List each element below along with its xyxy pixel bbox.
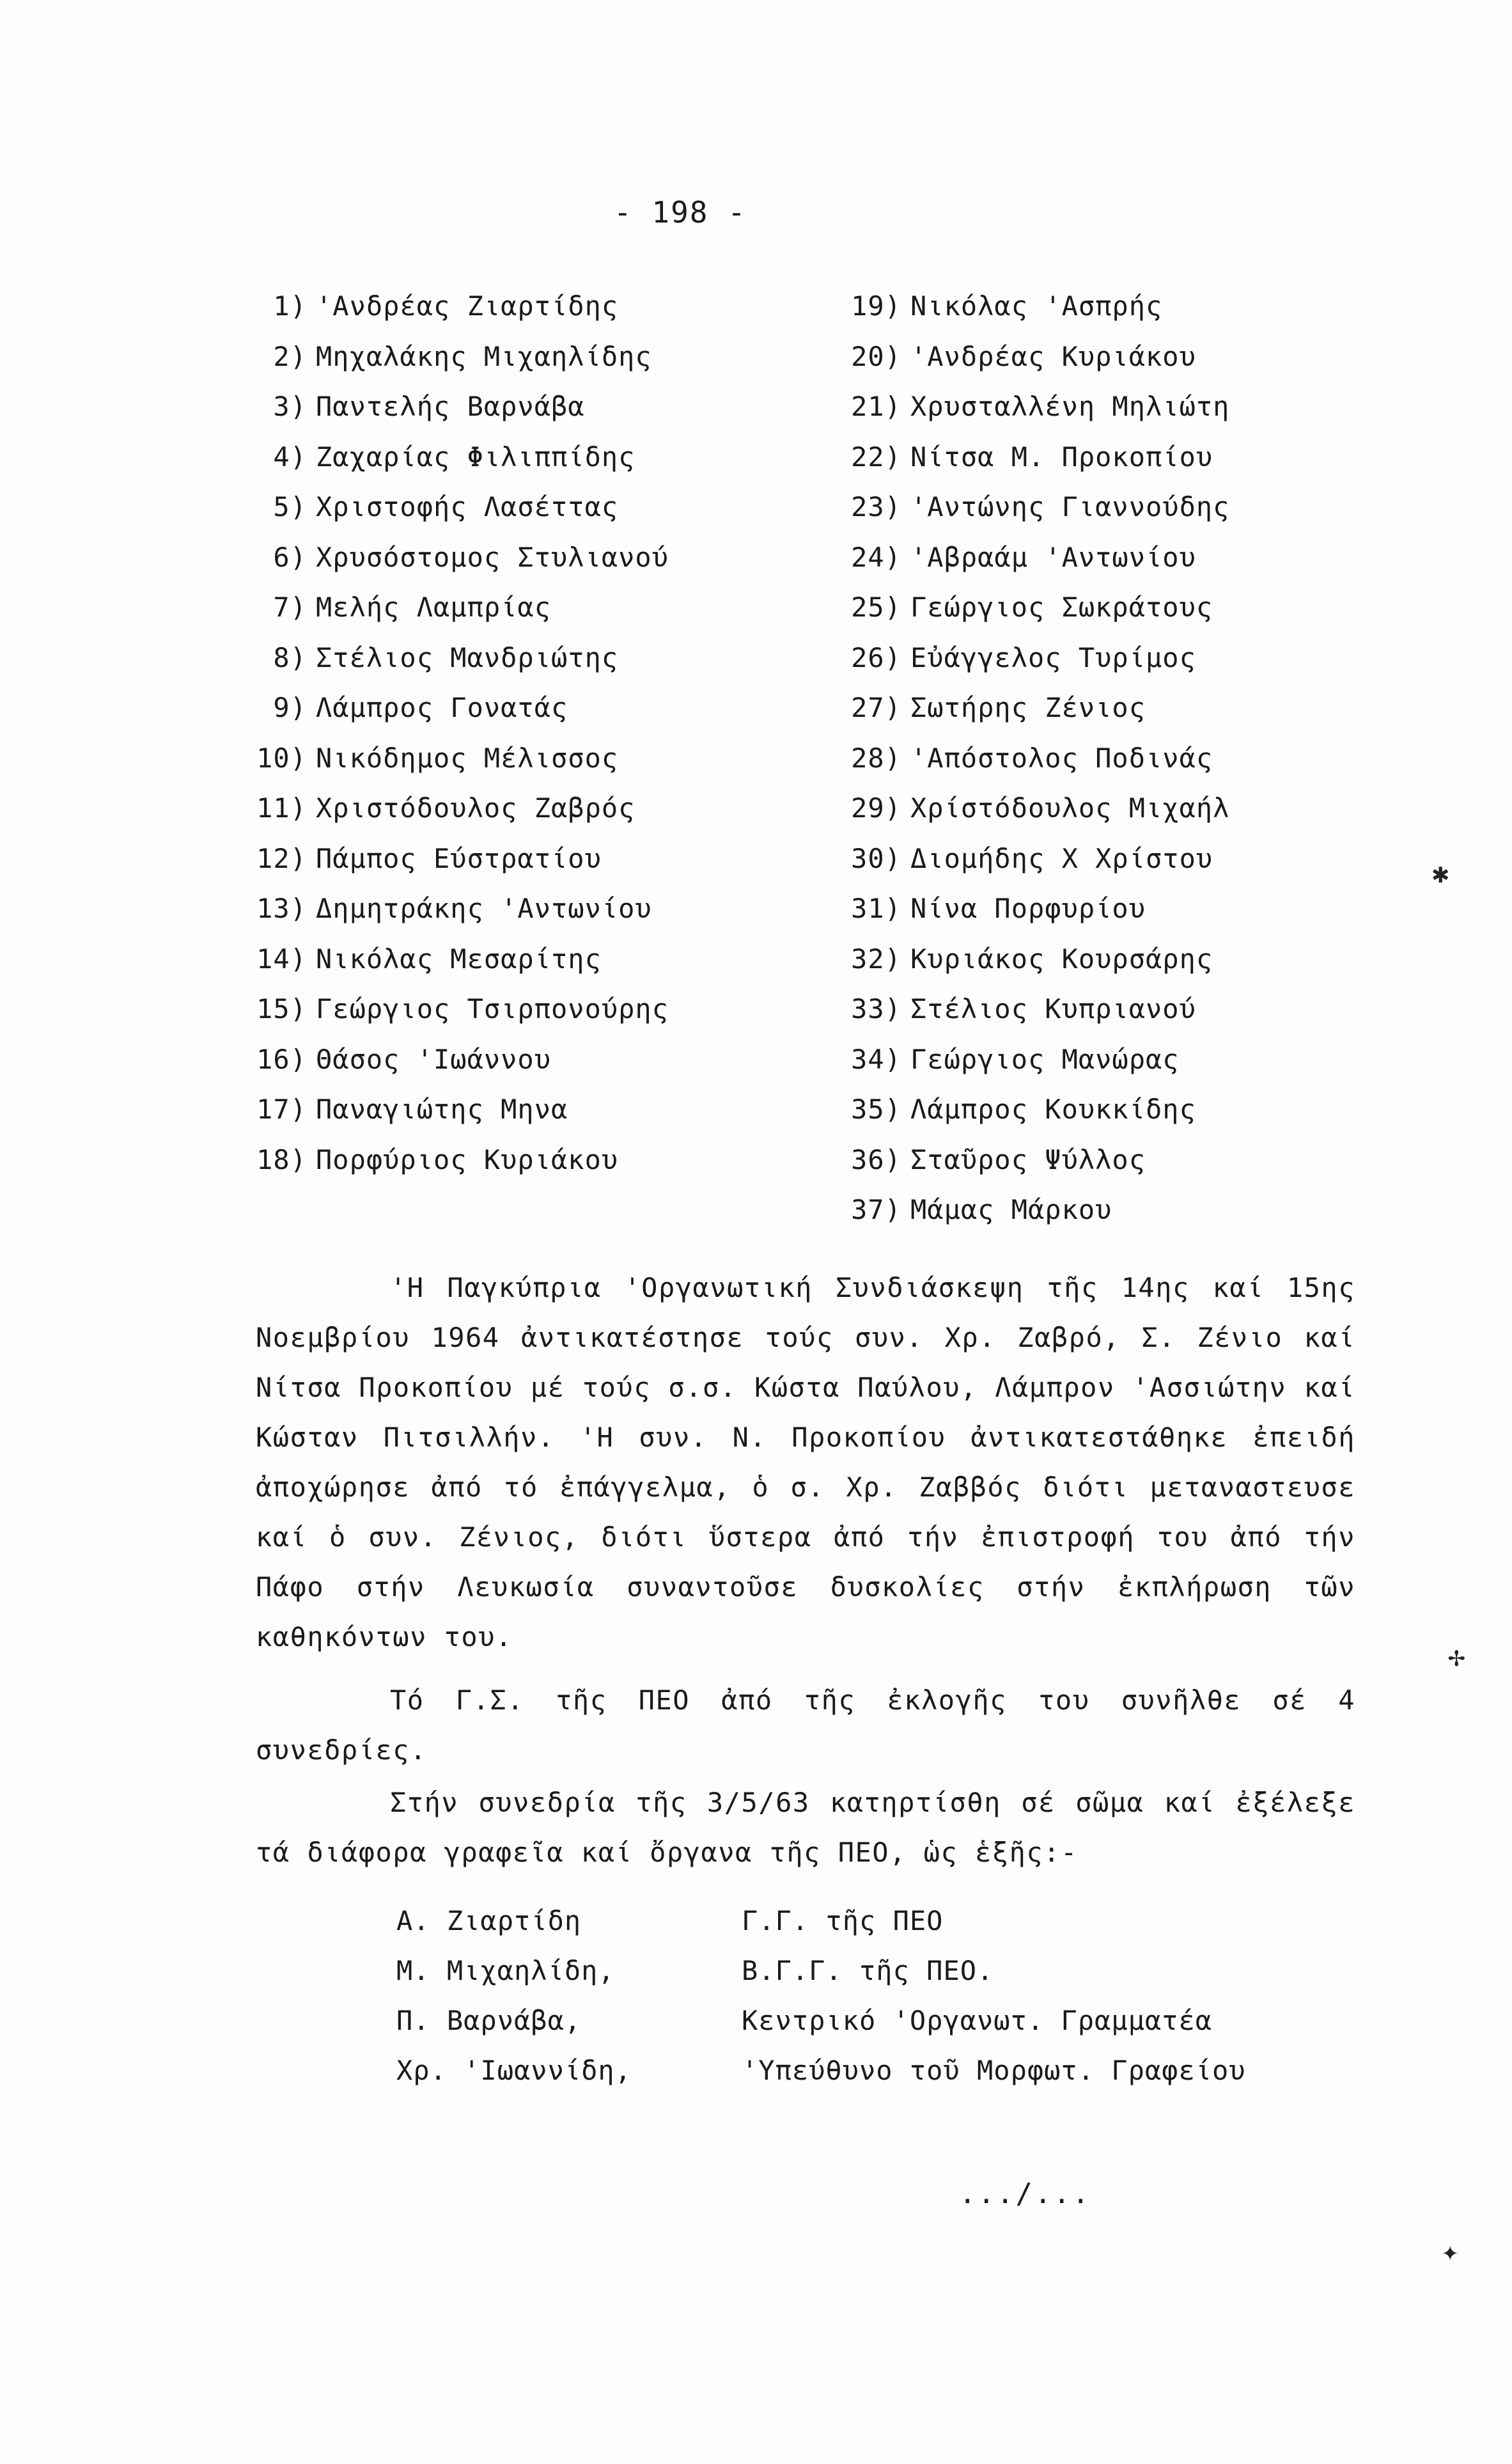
list-item — [841, 332, 1229, 382]
list-item-name: Στέλιος Μανδριώτης — [316, 641, 619, 673]
list-item-number: 27) — [851, 692, 901, 723]
list-item-number: 15) — [256, 993, 307, 1024]
list-item-name: Χρυσόστομος Στυλιανού — [316, 541, 669, 573]
paragraph-sessions: Τό Γ.Σ. τῆς ΠΕΟ ἀπό τῆς ἐκλογῆς του συνῆλθε σέ 4 συνεδρίες. — [256, 1684, 1355, 1766]
officer-row — [396, 1896, 1246, 1946]
list-item-number: 18) — [256, 1143, 307, 1175]
list-item — [246, 834, 669, 884]
list-item-name: Παντελής Βαρνάβα — [316, 391, 585, 422]
officer-name: Π. Βαρνάβα, — [396, 2005, 582, 2036]
list-item-name: Ζαχαρίας Φιλιππίδης — [316, 441, 635, 473]
list-item — [841, 1135, 1229, 1186]
page-number: - 198 - — [614, 195, 747, 230]
list-item-name: Μάμας Μάρκου — [910, 1194, 1112, 1225]
list-item-number: 14) — [256, 943, 307, 975]
list-item-name: Σωτήρης Ζένιος — [910, 692, 1146, 723]
list-item-number: 31) — [851, 893, 901, 924]
list-item-number: 20) — [851, 340, 901, 372]
officer-row — [396, 1946, 1246, 1996]
officer-role: Κεντρικό 'Οργανωτ. Γραμματέα — [742, 2005, 1213, 2036]
list-item — [841, 281, 1229, 332]
list-item-number: 22) — [851, 441, 901, 473]
list-item-name: Πορφύριος Κυριάκου — [316, 1143, 619, 1175]
list-item — [246, 984, 669, 1035]
member-list-left — [246, 281, 669, 1185]
list-item-name: Γεώργιος Τσιρπονούρης — [316, 993, 669, 1024]
list-item-name: Λάμπρος Γονατάς — [316, 692, 568, 723]
list-item-name: Θάσος 'Ιωάννου — [316, 1043, 552, 1075]
list-item — [841, 783, 1229, 834]
list-item — [841, 734, 1229, 784]
list-item-name: Χριστοφής Λασέττας — [316, 491, 619, 522]
list-item — [246, 332, 669, 382]
list-item-name: Νίτσα Μ. Προκοπίου — [910, 441, 1213, 473]
list-item-number: 32) — [851, 943, 901, 975]
continuation-mark: .../... — [959, 2178, 1091, 2210]
list-item-number: 25) — [851, 592, 901, 623]
officer-row — [396, 1996, 1246, 2046]
list-item — [246, 884, 669, 934]
list-item-name: Νικόδημος Μέλισσος — [316, 742, 619, 774]
list-item-number: 2) — [273, 340, 307, 372]
list-item-number: 3) — [273, 391, 307, 422]
list-item-name: Στέλιος Κυπριανού — [910, 993, 1196, 1024]
list-item-name: Νίνα Πορφυρίου — [910, 893, 1146, 924]
list-item-number: 1) — [273, 290, 307, 322]
list-item-name: Χριστόδουλος Ζαβρός — [316, 792, 635, 824]
list-item — [246, 432, 669, 483]
list-item-number: 4) — [273, 441, 307, 473]
list-item-name: Μηχαλάκης Μιχαηλίδης — [316, 340, 652, 372]
list-item-number: 37) — [851, 1194, 901, 1225]
list-item-name: Χρυσταλλένη Μηλιώτη — [910, 391, 1230, 422]
officer-name: Χρ. 'Ιωαννίδη, — [396, 2055, 632, 2086]
list-item — [246, 783, 669, 834]
list-item — [246, 633, 669, 684]
list-item-name: 'Ανδρέας Κυριάκου — [910, 340, 1196, 372]
officer-role: Β.Γ.Γ. τῆς ΠΕΟ. — [742, 1955, 994, 1986]
list-item — [246, 734, 669, 784]
officer-row — [396, 2046, 1246, 2096]
list-item — [246, 281, 669, 332]
list-item-name: 'Αβραάμ 'Αντωνίου — [910, 541, 1196, 573]
list-item-name: Εὐάγγελος Τυρίμος — [910, 641, 1196, 673]
list-item — [246, 482, 669, 533]
officer-name: Μ. Μιχαηλίδη, — [396, 1955, 615, 1986]
list-item-number: 28) — [851, 742, 901, 774]
list-item — [841, 683, 1229, 734]
list-item-number: 12) — [256, 842, 307, 874]
list-item-number: 10) — [256, 742, 307, 774]
list-item — [841, 934, 1229, 985]
list-item-number: 6) — [273, 541, 307, 573]
list-item — [841, 884, 1229, 934]
list-item — [246, 1135, 669, 1186]
list-item-number: 36) — [851, 1143, 901, 1175]
list-item-number: 23) — [851, 491, 901, 522]
list-item — [246, 533, 669, 583]
list-item — [246, 583, 669, 633]
list-item — [246, 683, 669, 734]
list-item — [246, 1035, 669, 1085]
officer-role: Γ.Γ. τῆς ΠΕΟ — [742, 1905, 944, 1936]
list-item-number: 13) — [256, 893, 307, 924]
list-item — [841, 984, 1229, 1035]
list-item-name: Λάμπρος Κουκκίδης — [910, 1094, 1196, 1125]
margin-cross-icon: ✢ — [1448, 1640, 1465, 1673]
list-item-name: Χρίστόδουλος Μιχαήλ — [910, 792, 1230, 824]
list-item-name: 'Ανδρέας Ζιαρτίδης — [316, 290, 619, 322]
list-item — [841, 834, 1229, 884]
list-item-number: 24) — [851, 541, 901, 573]
list-item-number: 35) — [851, 1094, 901, 1125]
member-list-right — [841, 281, 1229, 1236]
list-item — [246, 382, 669, 432]
officer-role: 'Υπεύθυνο τοῦ Μορφωτ. Γραφείου — [742, 2055, 1246, 2086]
list-item-number: 17) — [256, 1094, 307, 1125]
list-item-number: 8) — [273, 641, 307, 673]
list-item — [841, 432, 1229, 483]
list-item-name: Διομήδης Χ Χρίστου — [910, 842, 1213, 874]
list-item-number: 11) — [256, 792, 307, 824]
officer-name: Α. Ζιαρτίδη — [396, 1905, 582, 1936]
list-item — [841, 633, 1229, 684]
list-item — [841, 533, 1229, 583]
list-item-number: 16) — [256, 1043, 307, 1075]
list-item-name: Νικόλας Μεσαρίτης — [316, 943, 602, 975]
list-item-number: 33) — [851, 993, 901, 1024]
list-item-number: 5) — [273, 491, 307, 522]
list-item-name: Κυριάκος Κουρσάρης — [910, 943, 1213, 975]
list-item-number: 19) — [851, 290, 901, 322]
list-item-name: Δημητράκης 'Αντωνίου — [316, 893, 652, 924]
list-item-name: Παναγιώτης Μηνα — [316, 1094, 568, 1125]
paragraph-conference: 'Η Παγκύπρια 'Οργανωτική Συνδιάσκεψη τῆς 14ης καί 15ης Νοεμβρίου 1964 ἀντικατέστησε τούς συν. Χρ. Ζαβρό, Σ. Ζένιο καί Νίτσα Προκοπίου μέ τούς σ.σ. Κώστα Παύλου, Λάμπρον 'Ασσιώτην καί Κώσταν Πιτσιλλήν. 'Η συν. Ν. Προκοπίου ἀντικατεστάθηκε ἐπειδή ἀποχώρησε ἀπό τό ἐπάγγελμα, ὁ σ. Χρ. Ζαββός διότι μεταναστευσε καί ὁ συν. Ζένιος, διότι ὕστερα ἀπό τήν ἐπιστροφή του ἀπό τήν Πάφο στήν Λευκωσία συναντοῦσε δυσκολίες στήν ἐκπλήρωση τῶν καθηκόντων του. — [256, 1272, 1355, 1652]
list-item-name: Νικόλας 'Ασπρής — [910, 290, 1163, 322]
list-item-number: 21) — [851, 391, 901, 422]
margin-star-icon: ✦ — [1442, 2235, 1459, 2268]
list-item-name: Μελής Λαμπρίας — [316, 592, 552, 623]
margin-asterisk-icon: ✱ — [1432, 857, 1449, 890]
list-item — [841, 1185, 1229, 1236]
list-item — [841, 482, 1229, 533]
list-item-number: 9) — [273, 692, 307, 723]
list-item-number: 29) — [851, 792, 901, 824]
list-item-name: Σταῦρος Ψύλλος — [910, 1143, 1146, 1175]
list-item — [246, 934, 669, 985]
list-item-name: Γεώργιος Σωκράτους — [910, 592, 1213, 623]
list-item-name: Πάμπος Εύστρατίου — [316, 842, 602, 874]
list-item — [841, 1085, 1229, 1135]
list-item-number: 26) — [851, 641, 901, 673]
officers-list — [396, 1896, 1246, 2096]
paragraph-election: Στήν συνεδρία τῆς 3/5/63 κατηρτίσθη σέ σῶμα καί ἐξέλεξε τά διάφορα γραφεῖα καί ὄργανα τῆς ΠΕΟ, ὡς ἑξῆς:- — [256, 1787, 1355, 1868]
list-item-number: 34) — [851, 1043, 901, 1075]
list-item-name: Γεώργιος Μανώρας — [910, 1043, 1180, 1075]
list-item-number: 30) — [851, 842, 901, 874]
list-item — [841, 583, 1229, 633]
list-item-name: 'Απόστολος Ποδινάς — [910, 742, 1213, 774]
list-item-name: 'Αντώνης Γιαννούδης — [910, 491, 1230, 522]
list-item — [246, 1085, 669, 1135]
list-item-number: 7) — [273, 592, 307, 623]
list-item — [841, 1035, 1229, 1085]
list-item — [841, 382, 1229, 432]
